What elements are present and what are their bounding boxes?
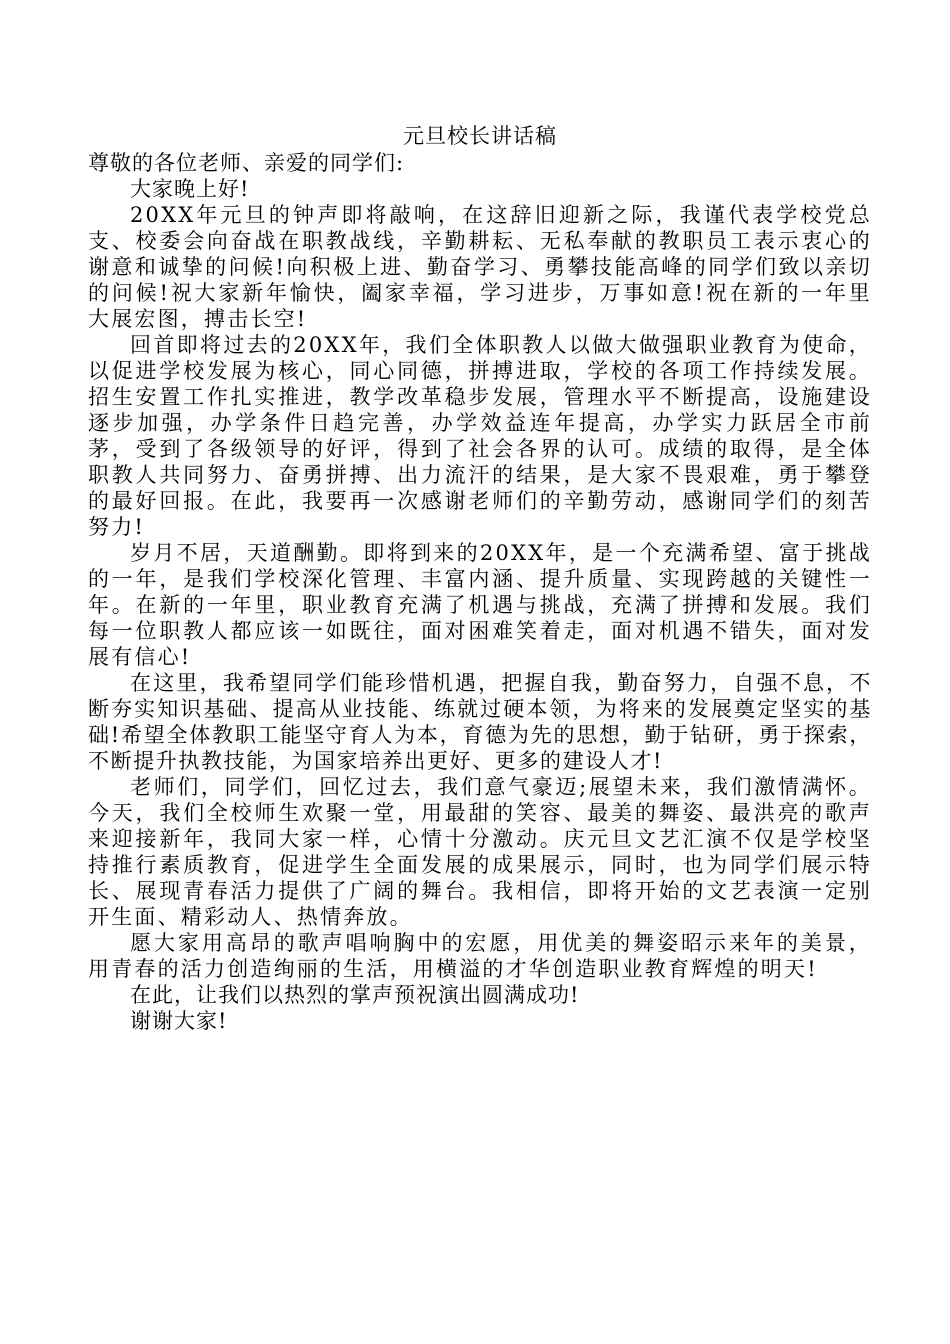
- document-page: [88, 122, 872, 1034]
- greeting-paragraph: 大家晚上好!: [130, 177, 250, 201]
- body-paragraph: 回首即将过去的20XX年，我们全体职教人以做大做强职业教育为使命，以促进学校发展为核心，同心同德，拼搏进取，学校的各项工作持续发展。招生安置工作扎实推进，教学改革稳步发展，管理水平不断提高，设施建设逐步加强，办学条件日趋完善，办学效益连年提高，办学实力跃居全市前茅，受到了各级领导的好评，得到了社会各界的认可。成绩的取得，是全体职教人共同努力、奋勇拼搏、出力流汗的结果，是大家不畏艰难，勇于攀登的最好回报。在此，我要再一次感谢老师们的辛勤劳动，感谢同学们的刻苦努力!: [88, 333, 872, 539]
- body-paragraph: 在此，让我们以热烈的掌声预祝演出圆满成功!: [130, 983, 580, 1007]
- body-paragraph: 老师们，同学们，回忆过去，我们意气豪迈;展望未来，我们激情满怀。今天，我们全校师生欢聚一堂，用最甜的笑容、最美的舞姿、最洪亮的歌声来迎接新年，我同大家一样，心情十分激动。庆元旦文艺汇演不仅是学校坚持推行素质教育，促进学生全面发展的成果展示，同时，也为同学们展示特长、展现青春活力提供了广阔的舞台。我相信，即将开始的文艺表演一定别开生面、精彩动人、热情奔放。: [88, 775, 872, 929]
- body-paragraph: 20XX年元旦的钟声即将敲响，在这辞旧迎新之际，我谨代表学校党总支、校委会向奋战在职教战线，辛勤耕耘、无私奉献的教职员工表示衷心的谢意和诚挚的问候!向积极上进、勤奋学习、勇攀技能高峰的同学们致以亲切的问候!祝大家新年愉快，阖家幸福，学习进步，万事如意!祝在新的一年里大展宏图，搏击长空!: [88, 203, 872, 331]
- salutation: 尊敬的各位老师、亲爱的同学们:: [88, 151, 405, 175]
- body-paragraph: 岁月不居，天道酬勤。即将到来的20XX年，是一个充满希望、富于挑战的一年，是我们学校深化管理、丰富内涵、提升质量、实现跨越的关键性一年。在新的一年里，职业教育充满了机遇与挑战，充满了拼搏和发展。我们每一位职教人都应该一如既往，面对困难笑着走，面对机遇不错失，面对发展有信心!: [88, 541, 872, 669]
- body-paragraph: 在这里，我希望同学们能珍惜机遇，把握自我，勤奋努力，自强不息，不断夯实知识基础、提高从业技能、练就过硬本领，为将来的发展奠定坚实的基础!希望全体教职工能坚守育人为本，育德为先的思想，勤于钻研，勇于探索，不断提升执教技能，为国家培养出更好、更多的建设人才!: [88, 671, 872, 773]
- closing-paragraph: 谢谢大家!: [130, 1009, 228, 1033]
- body-paragraph: 愿大家用高昂的歌声唱响胸中的宏愿，用优美的舞姿昭示来年的美景，用青春的活力创造绚丽的生活，用横溢的才华创造职业教育辉煌的明天!: [88, 931, 872, 981]
- document-title: 元旦校长讲话稿: [403, 124, 557, 148]
